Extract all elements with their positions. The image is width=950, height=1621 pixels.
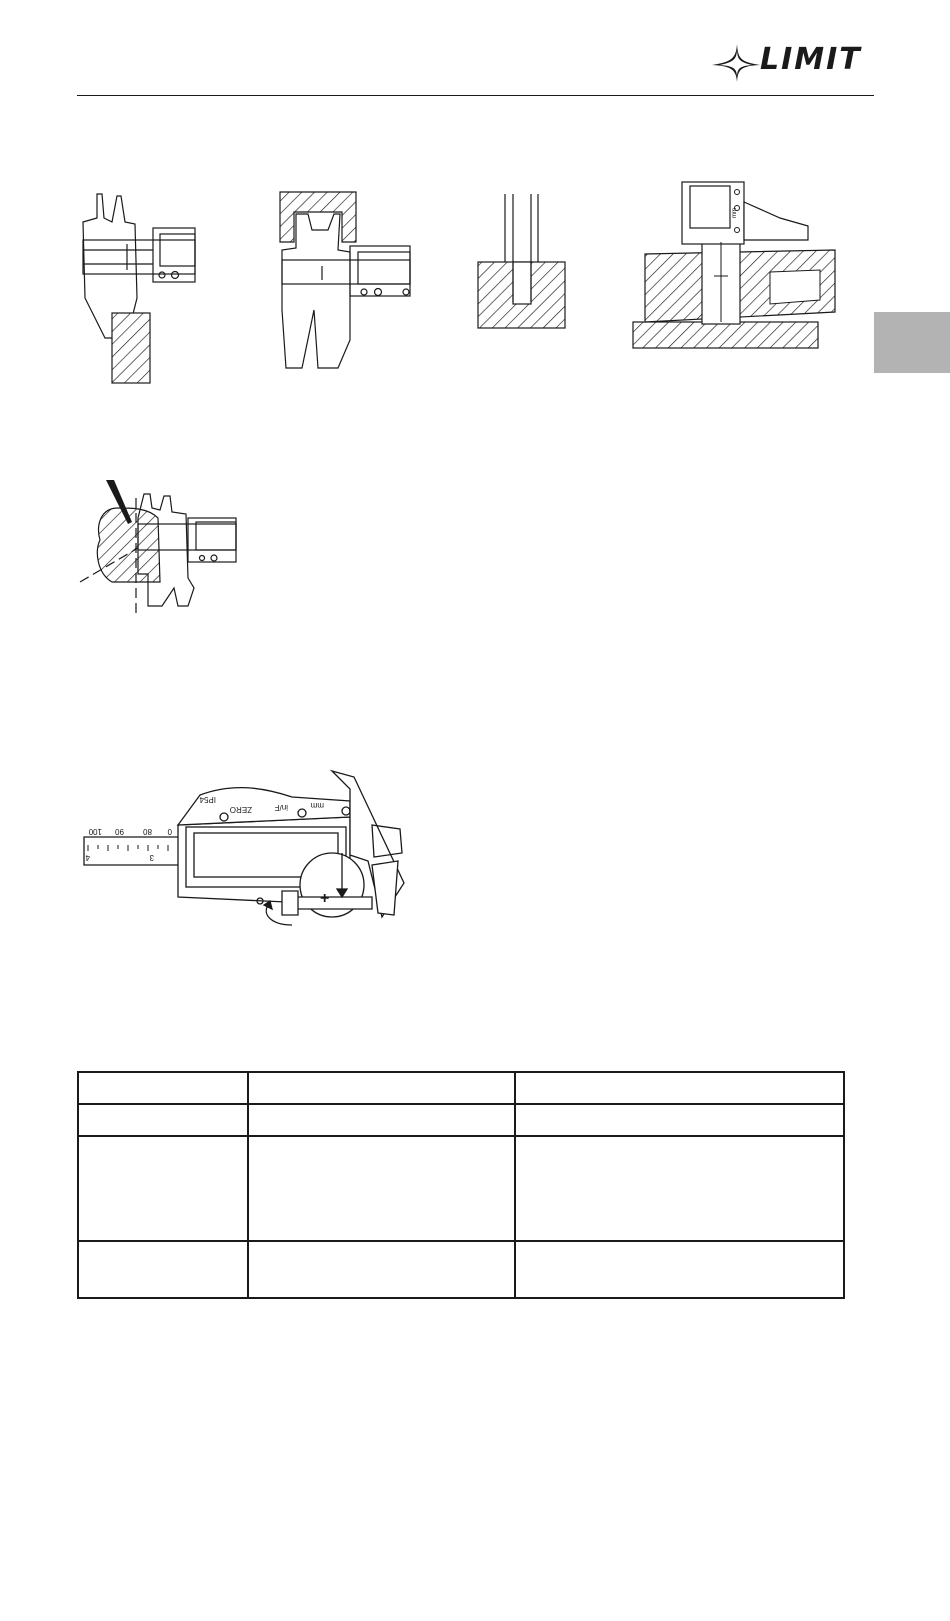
table-cell xyxy=(78,1241,248,1298)
header-divider xyxy=(77,95,874,96)
table-cell xyxy=(78,1072,248,1104)
scale-number-80: 80 xyxy=(143,827,152,836)
table-cell xyxy=(248,1072,515,1104)
figure-outside-measurement xyxy=(77,188,197,388)
table-cell xyxy=(248,1241,515,1298)
table-cell xyxy=(248,1104,515,1136)
inf-button-label: in/F xyxy=(274,803,288,812)
scale-number-0: 0 xyxy=(167,827,172,836)
table-cell xyxy=(515,1072,844,1104)
brand-logo xyxy=(710,42,875,86)
workpiece-block xyxy=(112,313,150,383)
figure-depth-step xyxy=(630,182,845,352)
inch-mark-3: 3 xyxy=(149,853,154,862)
mm-button-label: mm xyxy=(310,801,324,810)
brand-name: LIMIT xyxy=(760,42,862,77)
workpiece-bracket xyxy=(280,192,356,242)
unit-label: mm xyxy=(732,208,738,218)
table-cell xyxy=(515,1241,844,1298)
ip-rating-label: IP54 xyxy=(199,795,216,804)
figure-depth-slot xyxy=(475,192,575,332)
scale-number-100: 100 xyxy=(88,827,102,836)
adjust-plus-symbol: + xyxy=(320,890,330,907)
spec-table xyxy=(77,1071,845,1299)
table-cell xyxy=(515,1136,844,1241)
table-cell xyxy=(78,1104,248,1136)
table-cell xyxy=(78,1136,248,1241)
section-tab xyxy=(874,312,950,373)
scale-number-90: 90 xyxy=(115,827,124,836)
table-cell xyxy=(515,1104,844,1136)
inch-mark-4: 4 xyxy=(85,853,90,862)
figure-caliper-display xyxy=(82,765,427,940)
table-row xyxy=(78,1136,844,1241)
figure-round-part xyxy=(78,478,238,628)
table-row xyxy=(78,1104,844,1136)
table-cell xyxy=(248,1136,515,1241)
figure-inside-measurement xyxy=(278,190,413,390)
table-row xyxy=(78,1241,844,1298)
logo-star-icon xyxy=(710,42,766,86)
zero-button-label: ZERO xyxy=(229,805,252,814)
table-row xyxy=(78,1072,844,1104)
